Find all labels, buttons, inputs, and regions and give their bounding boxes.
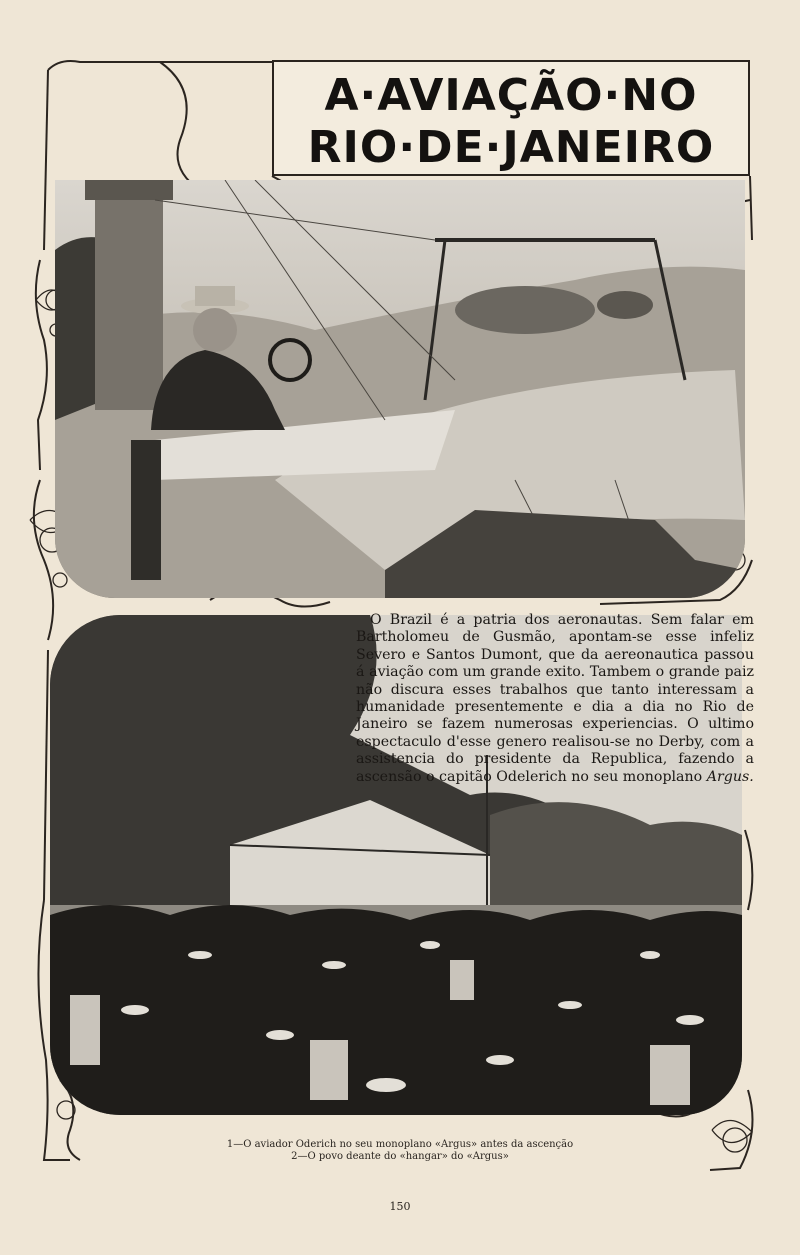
- caption-photo-1: 1—O aviador Oderich no seu monoplano «Argus» antes da ascenção: [226, 1139, 574, 1150]
- article-body: O Brazil é a patria dos aeronautas. Sem falar em Bartholomeu de Gusmão, apontam-se esse infeliz Severo e Santos Dumont, que da aereonautica passou á aviação com um grande exito. Tambem o grande paiz não discura esses trabalhos que tanto interessam a humanidade presentemente e dia a dia no Rio de Janeiro se fazem numerosas experiencias. O ultimo espectaculo d'esse genero realisou-se no Derby, com a assistencia do presidente da Republica, fazendo a ascensão o capitão Odelerich no seu monoplano: [356, 612, 754, 785]
- article-text: [356, 612, 754, 786]
- photo-aviator-monoplane: [55, 180, 745, 598]
- aviator-illustration: [55, 180, 745, 598]
- headline-line-1: A·AVIAÇÃO·NO: [324, 70, 698, 121]
- caption-photo-2: 2—O povo deante do «hangar» do «Argus»: [291, 1151, 509, 1162]
- headline-box: [272, 60, 750, 176]
- article-emphasis: Argus.: [706, 768, 754, 785]
- headline-line-2: RIO·DE·JANEIRO: [307, 122, 715, 173]
- article-paragraph: [356, 612, 754, 786]
- page-number: 150: [389, 1200, 411, 1213]
